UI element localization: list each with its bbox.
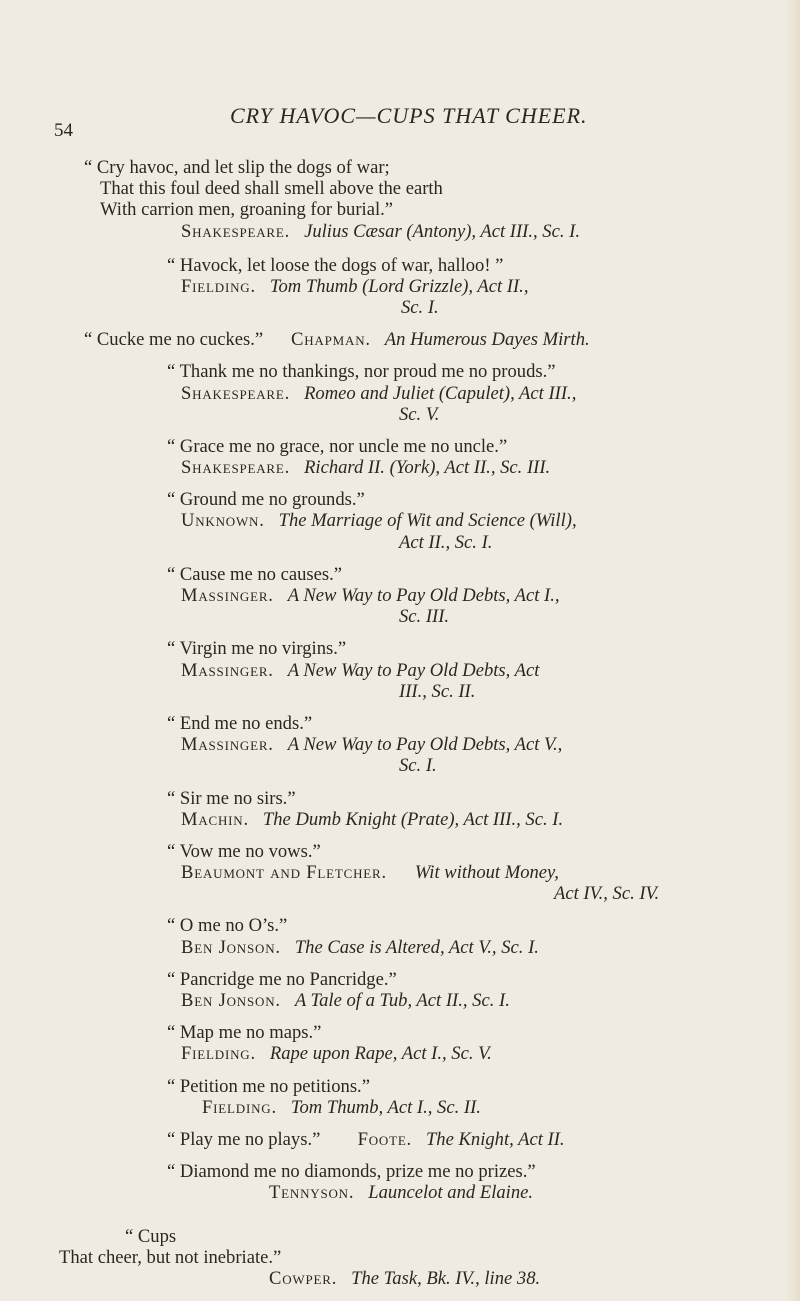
citation [181, 512, 577, 531]
quote-line: “ Grace me no grace, nor uncle me no uncle.” [167, 435, 508, 457]
quote-line: “ Cucke me no cuckes.” [84, 329, 264, 351]
author-name: Unknown. [181, 510, 265, 532]
source-title: Launcelot and Elaine. [368, 1182, 534, 1204]
author-name: Massinger. [181, 659, 274, 681]
page-number: 54 [54, 120, 73, 141]
quote-line: With carrion men, groaning for burial.” [100, 199, 394, 221]
source-title: Rape upon Rape, Act I., Sc. V. [269, 1043, 492, 1065]
page-edge-shadow [786, 0, 800, 1301]
quote-line: “ Thank me no thankings, nor proud me no prouds.” [167, 361, 556, 383]
author-name: Massinger. [181, 734, 274, 756]
source-title: Wit without Money, [414, 862, 559, 884]
citation [181, 808, 564, 830]
source-continuation: Sc. III. [399, 606, 450, 628]
quote-line: That cheer, but not inebriate.” [59, 1246, 282, 1268]
source-title: A New Way to Pay Old Debts, Act I., [287, 585, 560, 607]
source-title: Romeo and Juliet (Capulet), Act III., [304, 382, 577, 404]
author-name: Beaumont and Fletcher. [181, 862, 387, 884]
author-name: Chapman. [291, 329, 371, 351]
author-name: Tennyson. [269, 1182, 355, 1204]
source-title: The Knight, Act II. [425, 1129, 565, 1150]
source-title: A New Way to Pay Old Debts, Act [287, 659, 540, 681]
citation [167, 1131, 565, 1150]
quote-line: That this foul deed shall smell above the earth [100, 178, 443, 200]
source-continuation: III., Sc. II. [399, 680, 476, 702]
author-name: Massinger. [181, 585, 274, 607]
quote-line: “ Havock, let loose the dogs of war, halloo! ” [167, 254, 504, 276]
author-name: Ben Jonson. [181, 936, 281, 958]
source-continuation: Sc. I. [401, 296, 439, 318]
quote-line: “ Virgin me no virgins.” [167, 638, 347, 660]
citation [181, 936, 539, 958]
citation [269, 1184, 533, 1203]
quote-line: “ End me no ends.” [167, 712, 313, 734]
citation [269, 1270, 540, 1289]
citation [181, 992, 510, 1011]
source-title: Richard II. (York), Act II., Sc. III. [304, 457, 551, 479]
running-head: CRY HAVOC—CUPS THAT CHEER. [230, 103, 588, 128]
source-continuation: Act II., Sc. I. [399, 531, 493, 553]
citation [181, 736, 562, 755]
citation [202, 1096, 481, 1118]
quote-line: “ Pancridge me no Pancridge.” [167, 968, 397, 990]
author-name: Fielding. [181, 1043, 256, 1065]
citation [181, 459, 550, 478]
source-title: Tom Thumb, Act I., Sc. II. [290, 1096, 481, 1118]
source-title: The Marriage of Wit and Science (Will), [278, 510, 577, 532]
citation [84, 331, 590, 350]
source-title: The Case is Altered, Act V., Sc. I. [294, 936, 539, 958]
quote-line: “ O me no O’s.” [167, 915, 288, 937]
source-title: The Task, Bk. IV., line 38. [351, 1268, 541, 1289]
quote-line: “ Map me no maps.” [167, 1022, 322, 1044]
author-name: Fielding. [181, 275, 256, 297]
author-name: Foote. [357, 1129, 413, 1150]
quote-line: “ Play me no plays.” [167, 1129, 321, 1150]
citation [181, 275, 529, 297]
source-title: The Dumb Knight (Prate), Act III., Sc. I. [262, 808, 564, 830]
quote-line: “ Cause me no causes.” [167, 563, 343, 585]
source-title: Tom Thumb (Lord Grizzle), Act II., [269, 275, 529, 297]
source-continuation: Sc. I. [399, 755, 437, 777]
author-name: Shakespeare. [181, 457, 291, 479]
source-title: A Tale of a Tub, Act II., Sc. I. [294, 990, 510, 1012]
citation [181, 864, 559, 883]
quote-line: “ Diamond me no diamonds, prize me no prizes.” [167, 1161, 536, 1183]
author-name: Shakespeare. [181, 220, 291, 242]
quote-line: “ Sir me no sirs.” [167, 787, 296, 809]
citation [181, 1045, 492, 1064]
author-name: Ben Jonson. [181, 990, 281, 1012]
quote-line: “ Vow me no vows.” [167, 840, 321, 862]
author-name: Shakespeare. [181, 382, 291, 404]
author-name: Cowper. [269, 1268, 338, 1289]
quote-line: “ Ground me no grounds.” [167, 489, 365, 511]
source-title: Julius Cæsar (Antony), Act III., Sc. I. [304, 220, 580, 242]
source-title: A New Way to Pay Old Debts, Act V., [287, 734, 563, 756]
source-continuation: Act IV., Sc. IV. [554, 883, 660, 905]
citation [181, 382, 577, 404]
quote-line: “ Petition me no petitions.” [167, 1075, 370, 1097]
citation [181, 587, 560, 606]
quote-line: “ Cry havoc, and let slip the dogs of war; [84, 157, 390, 178]
source-continuation: Sc. V. [399, 403, 440, 425]
citation [181, 659, 540, 681]
source-title: An Humerous Dayes Mirth. [384, 329, 590, 351]
quote-line: “ Cups [125, 1225, 177, 1247]
citation [181, 220, 580, 242]
author-name: Machin. [181, 808, 249, 830]
author-name: Fielding. [202, 1096, 277, 1118]
